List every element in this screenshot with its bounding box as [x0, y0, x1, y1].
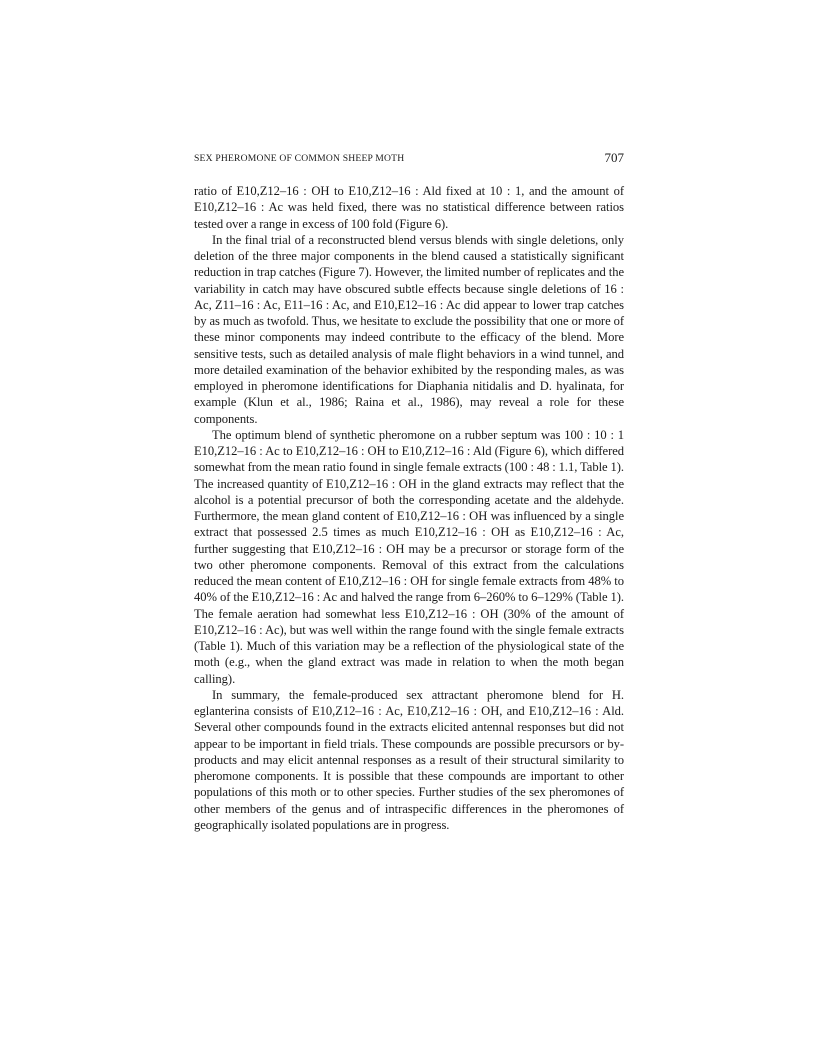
paragraph: The optimum blend of synthetic pheromone on a rubber septum was 100 : 10 : 1 E10,Z12–16 : Ac to E10,Z12–16 : OH to E10,Z12–16 : Ald (Figure 6), which differed somewhat from the mean ratio found in single female extracts (100 : 48 : 1.1, Table 1). The increased quantity of E10,Z12–16 : OH in the gland extracts may reflect that the alcohol is a potential precursor of both the corresponding acetate and the aldehyde. Furthermore, the mean gland content of E10,Z12–16 : OH was influenced by a single extract that possessed 2.5 times as much E10,Z12–16 : OH as E10,Z12–16 : Ac, further suggesting that E10,Z12–16 : OH may be a precursor or storage form of the two other pheromone components. Removal of this extract from the calculations reduced the mean content of E10,Z12–16 : OH for single female extracts from 48% to 40% of the E10,Z12–16 : Ac and halved the range from 6–260% to 6–129% (Table 1). The female aeration had somewhat less E10,Z12–16 : OH (30% of the amount of E10,Z12–16 : Ac), but was well within the range found with the single female extracts (Table 1). Much of this variation may be a reflection of the physiological state of the moth (e.g., when the gland extract was made in relation to when the moth began calling).	[194, 427, 624, 686]
running-title: SEX PHEROMONE OF COMMON SHEEP MOTH	[194, 153, 405, 164]
paragraph: In summary, the female-produced sex attractant pheromone blend for H. eglanterina consists of E10,Z12–16 : Ac, E10,Z12–16 : OH, and E10,Z12–16 : Ald. Several other compounds found in the extracts elicited antennal responses but did not appear to be important in field trials. These compounds are possible precursors or by-products and may elicit antennal responses as a result of their structural similarity to pheromone components. It is possible that these compounds are important to other populations of this moth or to other species. Further studies of the sex pheromones of other members of the genus and of intraspecific differences in the pheromones of geographically isolated populations are in progress.	[194, 687, 624, 832]
paragraph: In the final trial of a reconstructed blend versus blends with single deletions, only deletion of the three major components in the blend caused a statistically significant reduction in trap catches (Figure 7). However, the limited number of replicates and the variability in catch may have obscured subtle effects because single deletions of 16 : Ac, Z11–16 : Ac, E11–16 : Ac, and E10,E12–16 : Ac did appear to lower trap catches by as much as twofold. Thus, we hesitate to exclude the possibility that one or more of these minor components may indeed contribute to the efficacy of the blend. More sensitive tests, such as detailed analysis of male flight behaviors in a wind tunnel, and more detailed examination of the behavior exhibited by the responding males, as was employed in pheromone identifications for Diaphania nitidalis and D. hyalinata, for example (Klun et al., 1986; Raina et al., 1986), may reveal a role for these components.	[194, 232, 624, 426]
page	[194, 150, 624, 833]
paragraph: ratio of E10,Z12–16 : OH to E10,Z12–16 : Ald fixed at 10 : 1, and the amount of E10,Z12–16 : Ac was held fixed, there was no statistical difference between ratios tested over a range in excess of 100 fold (Figure 6).	[194, 184, 624, 231]
body-text	[194, 183, 624, 833]
running-head	[194, 150, 624, 170]
page-number: 707	[604, 150, 624, 165]
